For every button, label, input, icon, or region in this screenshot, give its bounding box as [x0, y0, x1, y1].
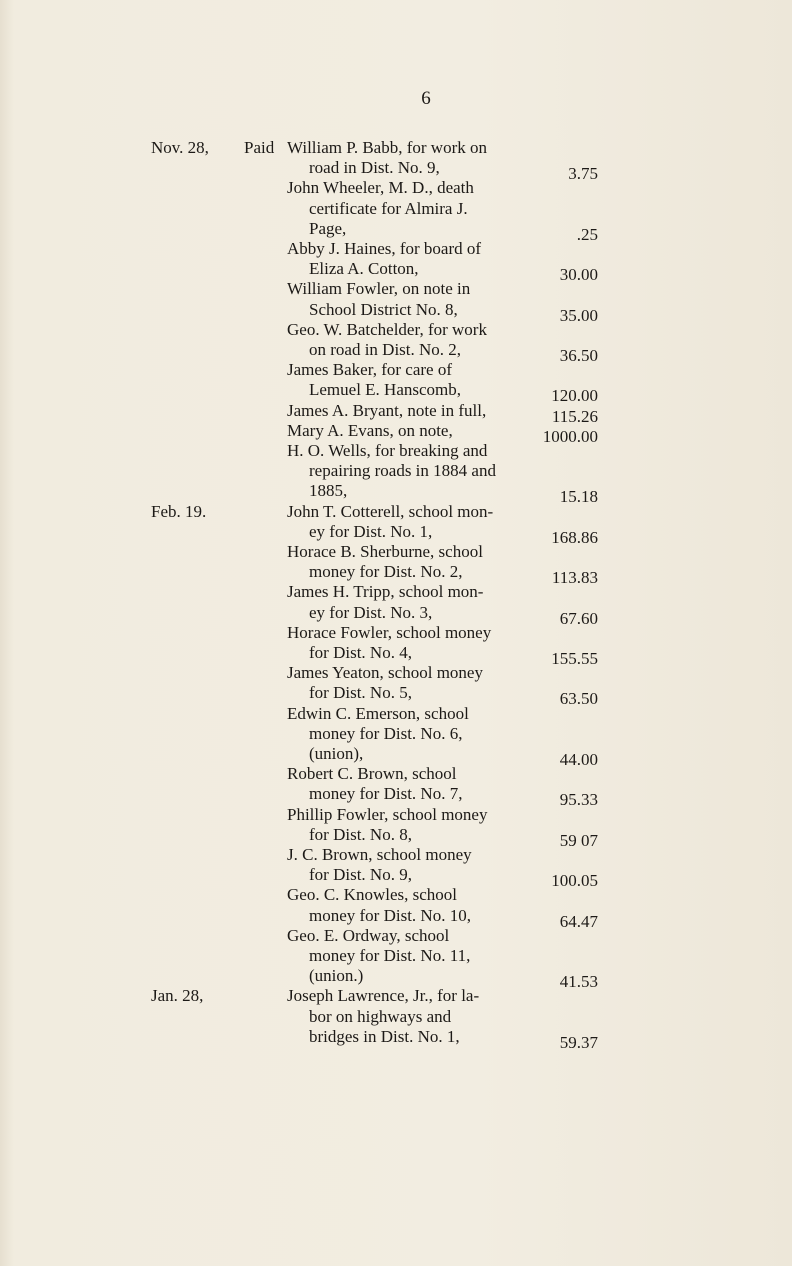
entry-description-line: William P. Babb, for work on	[287, 138, 487, 157]
entry-description-line: money for Dist. No. 10,	[309, 905, 471, 925]
entry-amount: 113.83	[551, 568, 598, 588]
entry-description-line: Geo. C. Knowles, school	[287, 885, 457, 905]
entry-description-line: John Wheeler, M. D., death	[287, 178, 474, 198]
paid-label: Paid	[244, 138, 275, 157]
entry-amount: 64.47	[559, 911, 598, 931]
entry-amount: 41.53	[559, 972, 598, 992]
entry-amount: 15.18	[559, 487, 598, 507]
entry-amount: 95.33	[559, 790, 598, 810]
entry-description-line: James A. Bryant, note in full,	[287, 400, 487, 420]
entry-amount: 3.75	[568, 164, 598, 184]
entry-date: Feb. 19.	[151, 501, 207, 521]
entry-description-line: William Fowler, on note in	[287, 279, 471, 299]
entry-description-line: Geo. E. Ordway, school	[287, 925, 450, 945]
entry-description-line: Edwin C. Emerson, school	[287, 703, 469, 723]
entry-description-line: Lemuel E. Hanscomb,	[309, 380, 462, 400]
entry-description-line: for Dist. No. 8,	[309, 824, 412, 844]
entry-description-line: for Dist. No. 9,	[309, 865, 412, 885]
page-number: 6	[421, 88, 431, 109]
entry-description-line: H. O. Wells, for breaking and	[287, 441, 488, 460]
entry-description-line: money for Dist. No. 2,	[309, 562, 463, 582]
entry-amount: 30.00	[559, 265, 598, 285]
entry-amount: 100.05	[551, 871, 598, 891]
entry-amount: 115.26	[551, 406, 598, 426]
entry-description-line: Phillip Fowler, school money	[287, 804, 488, 824]
entry-description-line: Page,	[309, 218, 347, 238]
entry-description-line: Horace Fowler, school money	[287, 622, 492, 642]
entry-amount: 44.00	[559, 750, 598, 769]
entry-description-line: road in Dist. No. 9,	[309, 158, 440, 178]
entry-description-line: certificate for Almira J.	[309, 198, 468, 218]
entry-description-line: ey for Dist. No. 3,	[309, 602, 433, 622]
entry-description-line: Eliza A. Cotton,	[309, 259, 419, 279]
entry-amount: 168.86	[551, 527, 598, 547]
entry-description-line: money for Dist. No. 6,	[309, 723, 463, 743]
entry-description-line: James Yeaton, school money	[287, 663, 483, 683]
entry-description-line: repairing roads in 1884 and	[309, 461, 496, 481]
entry-description-line: money for Dist. No. 11,	[309, 946, 471, 965]
entry-description-line: on road in Dist. No. 2,	[309, 340, 462, 359]
entry-amount: .25	[576, 224, 598, 244]
entry-amount: 1000.00	[542, 426, 598, 446]
entry-description-line: Abby J. Haines, for board of	[287, 239, 482, 258]
entry-description-line: School District No. 8,	[309, 299, 458, 319]
entry-description-line: Robert C. Brown, school	[287, 764, 457, 784]
entry-description-line: bridges in Dist. No. 1,	[309, 1026, 460, 1046]
entry-description-line: (union.)	[309, 966, 364, 986]
entry-date: Jan. 28,	[151, 986, 204, 1006]
entry-description-line: James H. Tripp, school mon-	[287, 582, 484, 602]
entry-description-line: ey for Dist. No. 1,	[309, 521, 433, 541]
entry-description-line: (union),	[309, 744, 364, 763]
entry-description-line: for Dist. No. 4,	[309, 643, 412, 662]
entry-description-line: Joseph Lawrence, Jr., for la-	[287, 986, 480, 1006]
entry-description-line: 1885,	[309, 481, 348, 501]
entry-description-line: bor on highways and	[309, 1006, 452, 1026]
entry-amount: 36.50	[559, 346, 598, 365]
entry-description-line: John T. Cotterell, school mon-	[287, 501, 494, 521]
entry-amount: 59.37	[559, 1032, 598, 1052]
entry-description-line: J. C. Brown, school money	[287, 845, 472, 864]
entry-date: Nov. 28,	[151, 138, 209, 157]
entry-description-line: money for Dist. No. 7,	[309, 784, 463, 804]
entry-amount: 59 07	[559, 830, 598, 850]
entry-description-line: James Baker, for care of	[287, 360, 452, 380]
entry-amount: 35.00	[559, 305, 598, 325]
entry-amount: 120.00	[551, 386, 598, 406]
entry-description-line: Geo. W. Batchelder, for work	[287, 319, 487, 339]
entry-description-line: for Dist. No. 5,	[309, 683, 412, 703]
entry-amount: 63.50	[559, 689, 598, 709]
entry-amount: 155.55	[551, 649, 598, 668]
entry-description-line: Horace B. Sherburne, school	[287, 542, 483, 561]
entry-description-line: Mary A. Evans, on note,	[287, 420, 453, 440]
entry-amount: 67.60	[559, 608, 598, 628]
